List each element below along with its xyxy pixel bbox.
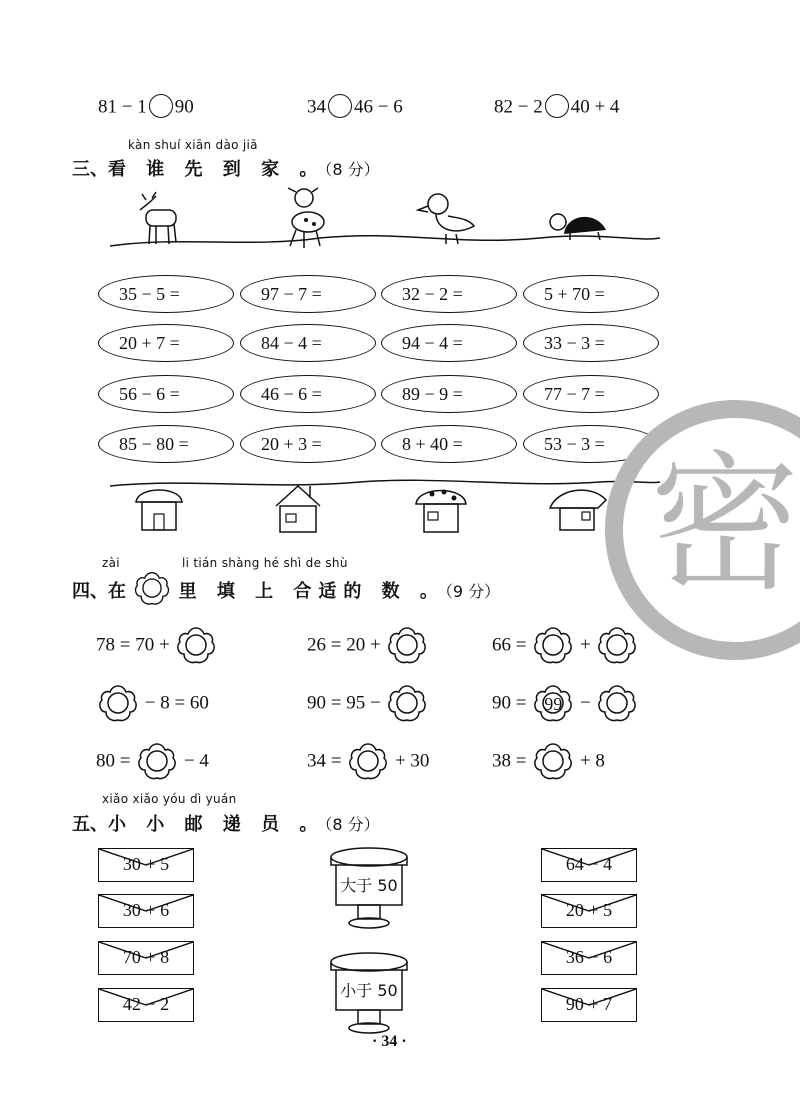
expression-text: 77 − 7 =	[544, 384, 605, 404]
section5-score: （8 分）	[324, 815, 380, 834]
envelope[interactable]	[541, 848, 637, 882]
section3-pinyin: kàn shuí xiān dào jiā	[128, 138, 258, 152]
oval-expression[interactable]	[381, 275, 517, 313]
flower-blank[interactable]	[531, 740, 575, 784]
equation-left: 80 =	[96, 750, 131, 772]
flower-value	[135, 740, 179, 784]
flower-value	[385, 682, 429, 726]
flower-blank[interactable]	[385, 624, 429, 668]
envelope[interactable]	[541, 894, 637, 928]
compare-right: 90	[174, 96, 194, 118]
flower-value	[96, 682, 140, 726]
equation-left: 26 = 20 +	[307, 634, 381, 656]
equation-left: 66 =	[492, 634, 527, 656]
section4-pinyin-a: zài	[102, 556, 120, 570]
section4-score: （9 分）	[444, 582, 501, 601]
envelope-expression: 70 + 8	[122, 947, 170, 967]
equation-left: 34 =	[307, 750, 342, 772]
oval-expression[interactable]	[523, 324, 659, 362]
compare-item	[98, 96, 194, 120]
envelope-expression: 20 + 5	[565, 900, 613, 920]
equation-left: 90 = 95 −	[307, 692, 381, 714]
oval-expression[interactable]	[98, 324, 234, 362]
section5-prefix: 五、	[72, 814, 108, 835]
equation-right: − 4	[183, 750, 209, 772]
expression-text: 32 − 2 =	[402, 284, 463, 304]
compare-item	[307, 96, 403, 120]
section3-prefix: 三、	[72, 159, 108, 180]
compare-left: 82 − 2	[494, 96, 543, 118]
flower-equation	[492, 740, 605, 784]
compare-right: 46 − 6	[354, 96, 403, 118]
oval-expression[interactable]	[240, 275, 376, 313]
flower-value	[531, 624, 575, 668]
flower-blank[interactable]	[595, 624, 639, 668]
section4-heading	[72, 572, 500, 612]
section3-score: （8 分）	[324, 160, 380, 179]
expression-text: 53 − 3 =	[544, 434, 605, 454]
goat-icon	[140, 192, 176, 244]
flower-value	[174, 624, 218, 668]
duck-icon	[418, 194, 474, 244]
envelope-expression: 36 − 6	[565, 947, 613, 967]
section5-pinyin: xiǎo xiǎo yóu dì yuán	[102, 792, 237, 806]
oval-expression[interactable]	[98, 375, 234, 413]
oval-expression[interactable]	[523, 275, 659, 313]
compare-circle[interactable]	[149, 94, 173, 118]
cottage-icon	[276, 486, 320, 532]
section4-title: 里 填 上 合适的 数 。	[178, 581, 445, 602]
flower-blank[interactable]	[174, 624, 218, 668]
flower-icon	[132, 569, 172, 609]
section3-heading	[72, 155, 380, 181]
envelope[interactable]	[98, 941, 194, 975]
mailbox-less[interactable]	[324, 950, 414, 1040]
oval-expression[interactable]	[240, 375, 376, 413]
equation-right: + 30	[394, 750, 430, 772]
equation-op: +	[579, 634, 591, 656]
envelope[interactable]	[98, 894, 194, 928]
oval-expression[interactable]	[381, 324, 517, 362]
mailbox-label: 小于 50	[340, 981, 398, 1000]
flower-blank[interactable]	[346, 740, 390, 784]
flower-equation	[96, 740, 209, 784]
section5-heading	[72, 810, 380, 836]
flower-equation	[96, 624, 218, 668]
page-number: · 34 ·	[372, 1033, 407, 1050]
oval-expression[interactable]	[381, 425, 517, 463]
envelope[interactable]	[541, 941, 637, 975]
flower-value	[346, 740, 390, 784]
mailbox-greater[interactable]	[324, 845, 414, 935]
oval-expression[interactable]	[381, 375, 517, 413]
envelope-expression: 64 − 4	[565, 854, 613, 874]
compare-item	[494, 96, 619, 120]
section4-pinyin-b: li tián shàng hé shì de shù	[182, 556, 348, 570]
flower-equation	[492, 624, 639, 668]
expression-text: 33 − 3 =	[544, 333, 605, 353]
compare-left: 34	[307, 96, 326, 118]
expression-text: 8 + 40 =	[402, 434, 463, 454]
expression-text: 84 − 4 =	[261, 333, 322, 353]
compare-circle[interactable]	[545, 94, 569, 118]
flower-equation	[307, 740, 429, 784]
equation-left: 38 =	[492, 750, 527, 772]
animal-strip	[100, 186, 660, 256]
compare-left: 81 − 1	[98, 96, 147, 118]
expression-text: 35 − 5 =	[119, 284, 180, 304]
mailbox-label: 大于 50	[340, 876, 398, 895]
expression-text: 89 − 9 =	[402, 384, 463, 404]
equation-right: − 8 = 60	[144, 692, 209, 714]
equation-left: 78 = 70 +	[96, 634, 170, 656]
equation-right: + 8	[579, 750, 605, 772]
section3-title: 看 谁 先 到 家 。	[108, 159, 325, 180]
flower-blank[interactable]	[96, 682, 140, 726]
section5-title: 小 小 邮 递 员 。	[108, 814, 325, 835]
expression-text: 46 − 6 =	[261, 384, 322, 404]
expression-text: 20 + 3 =	[261, 434, 322, 454]
flower-filled[interactable]	[531, 682, 575, 726]
expression-text: 56 − 6 =	[119, 384, 180, 404]
flower-blank[interactable]	[595, 682, 639, 726]
oval-expression[interactable]	[98, 275, 234, 313]
mushroom-house-icon	[136, 490, 182, 530]
compare-right: 40 + 4	[570, 96, 620, 118]
equation-op: −	[579, 692, 591, 714]
expression-text: 5 + 70 =	[544, 284, 605, 304]
envelope[interactable]	[541, 988, 637, 1022]
stamp-character: 密	[650, 438, 800, 612]
flower-equation	[307, 682, 429, 726]
envelope[interactable]	[98, 848, 194, 882]
house-strip	[100, 470, 660, 540]
flower-value: 99	[544, 694, 563, 714]
section4-prefix: 四、在	[72, 581, 126, 602]
equation-left: 90 =	[492, 692, 527, 714]
envelope-expression: 30 + 5	[122, 854, 170, 874]
mushroom-cottage-icon	[416, 490, 466, 533]
flower-blank[interactable]	[135, 740, 179, 784]
oval-expression[interactable]	[240, 425, 376, 463]
oval-expression[interactable]	[98, 425, 234, 463]
flower-value	[385, 624, 429, 668]
expression-text: 85 − 80 =	[119, 434, 189, 454]
flower-blank[interactable]	[385, 682, 429, 726]
envelope-expression: 42 − 2	[122, 994, 170, 1014]
expression-text: 20 + 7 =	[119, 333, 180, 353]
oval-expression[interactable]	[523, 375, 659, 413]
flower-equation	[307, 624, 429, 668]
expression-text: 97 − 7 =	[261, 284, 322, 304]
flower-equation	[492, 682, 639, 726]
expression-text: 94 − 4 =	[402, 333, 463, 353]
hut-icon	[550, 490, 606, 530]
oval-expression[interactable]	[240, 324, 376, 362]
flower-blank[interactable]	[531, 624, 575, 668]
envelope-expression: 30 + 6	[122, 900, 170, 920]
compare-circle[interactable]	[328, 94, 352, 118]
envelope-expression: 90 + 7	[565, 994, 613, 1014]
envelope[interactable]	[98, 988, 194, 1022]
flower-value	[531, 740, 575, 784]
flower-equation	[96, 682, 209, 726]
